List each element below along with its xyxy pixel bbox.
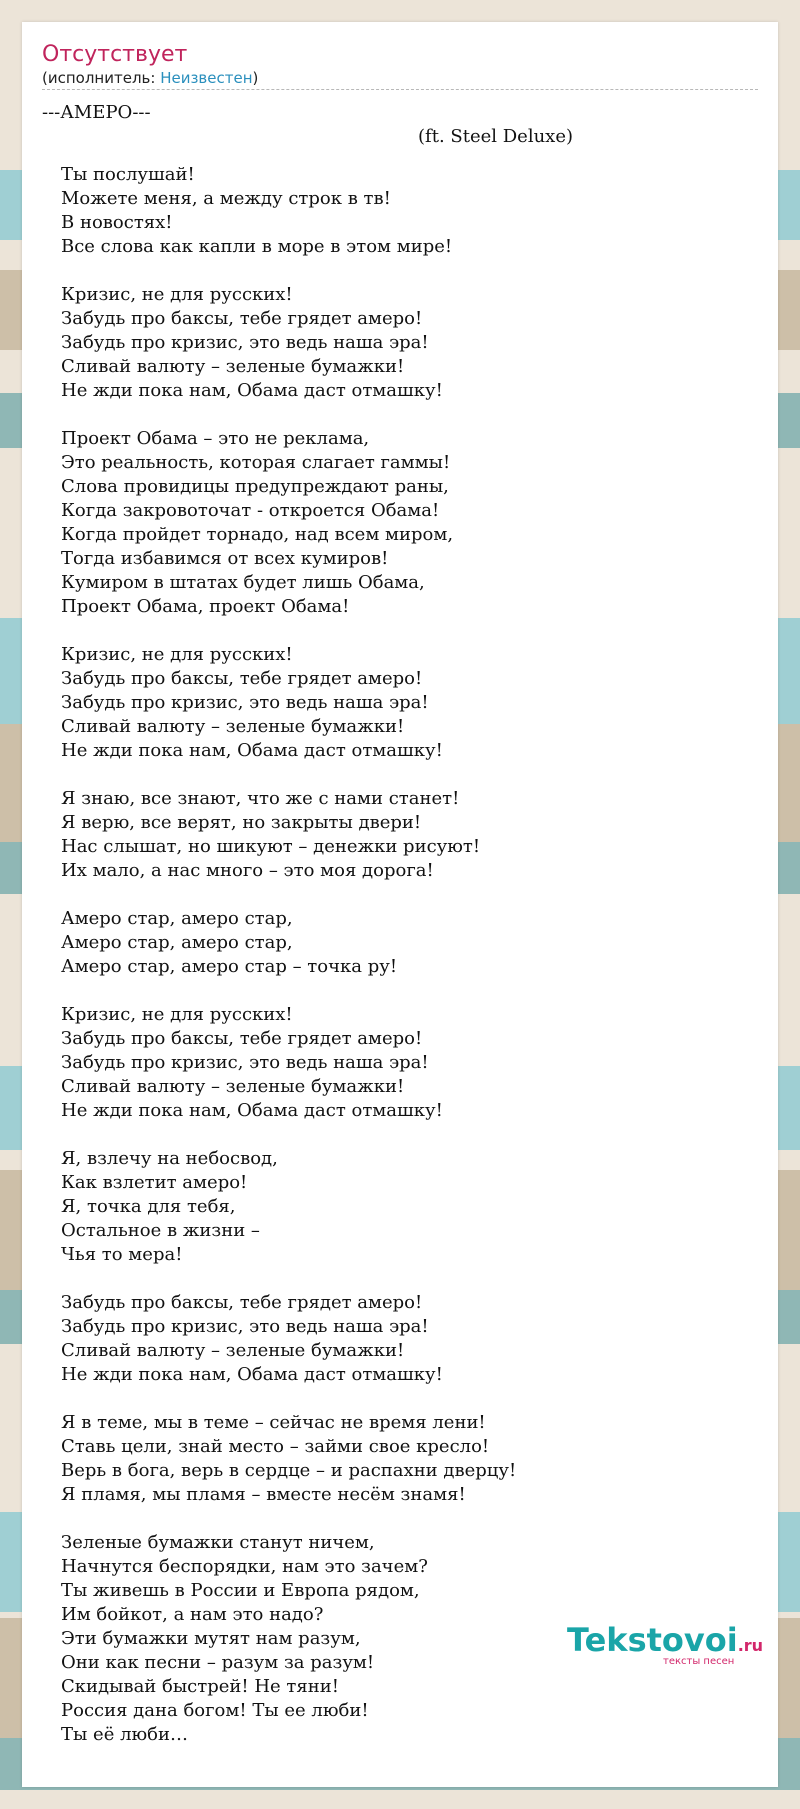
- lyrics-line: Кумиром в штатах будет лишь Обама,: [61, 572, 425, 593]
- lyrics-line: Они как песни – разум за разум!: [61, 1652, 375, 1673]
- lyrics-line: Не жди пока нам, Обама даст отмашку!: [61, 380, 443, 401]
- lyrics-line: Чья то мера!: [61, 1244, 183, 1265]
- lyrics-stanza: [61, 1411, 758, 1507]
- lyrics-line: Проект Обама, проект Обама!: [61, 596, 350, 617]
- lyrics-line: Забудь про баксы, тебе грядет амеро!: [61, 1292, 423, 1313]
- lyrics-line: Россия дана богом! Ты ее люби!: [61, 1700, 369, 1721]
- lyrics-line: Когда закровоточат - откроется Обама!: [61, 500, 440, 521]
- logo-tagline: тексты песен: [663, 1656, 735, 1667]
- lyrics-line: Сливай валюту – зеленые бумажки!: [61, 1340, 405, 1361]
- lyrics-line: Когда пройдет торнадо, над всем миром,: [61, 524, 454, 545]
- lyrics-stanzas: [42, 163, 758, 1747]
- lyrics-feat-line: (ft. Steel Deluxe): [418, 126, 573, 147]
- lyrics-line: Ты живешь в России и Европа рядом,: [61, 1580, 420, 1601]
- lyrics-line: Амеро стар, амеро стар – точка ру!: [61, 956, 398, 977]
- lyrics-line: Скидывай быстрей! Не тяни!: [61, 1676, 339, 1697]
- lyrics-stanza: [61, 1147, 758, 1267]
- logo-tld: .ru: [737, 1636, 764, 1655]
- lyrics-line: Ты её люби…: [61, 1724, 189, 1745]
- lyrics-line: Сливай валюту – зеленые бумажки!: [61, 356, 405, 377]
- lyrics-line: В новостях!: [61, 212, 173, 233]
- lyrics-line: Я, взлечу на небосвод,: [61, 1148, 278, 1169]
- lyrics-line: Кризис, не для русских!: [61, 644, 293, 665]
- lyrics-line: Их мало, а нас много – это моя дорога!: [61, 860, 434, 881]
- lyrics-line: Амеро стар, амеро стар,: [61, 908, 293, 929]
- lyrics-card: [22, 22, 778, 1787]
- lyrics-line: Я пламя, мы пламя – вместе несём знамя!: [61, 1484, 466, 1505]
- lyrics-header-line: ---АМЕРО---: [42, 102, 151, 123]
- lyrics-line: Проект Обама – это не реклама,: [61, 428, 370, 449]
- song-title: Отсутствует: [42, 42, 188, 67]
- lyrics-line: Сливай валюту – зеленые бумажки!: [61, 1076, 405, 1097]
- lyrics-line: Кризис, не для русских!: [61, 1004, 293, 1025]
- lyrics-line: Забудь про кризис, это ведь наша эра!: [61, 1052, 429, 1073]
- artist-line: [42, 68, 758, 88]
- lyrics-line: Забудь про баксы, тебе грядет амеро!: [61, 308, 423, 329]
- lyrics-line: Остальное в жизни –: [61, 1220, 260, 1241]
- lyrics-line: Все слова как капли в море в этом мире!: [61, 236, 453, 257]
- artist-link[interactable]: Неизвестен: [160, 69, 253, 87]
- lyrics-stanza: [61, 1291, 758, 1387]
- logo-main-text: Tekstovoi: [567, 1621, 738, 1659]
- lyrics-line: Им бойкот, а нам это надо?: [61, 1604, 324, 1625]
- header-divider: [42, 89, 758, 90]
- lyrics-line: Эти бумажки мутят нам разум,: [61, 1628, 361, 1649]
- lyrics-line: Не жди пока нам, Обама даст отмашку!: [61, 740, 443, 761]
- song-header: [42, 42, 758, 88]
- lyrics-line: Верь в бога, верь в сердце – и распахни дверцу!: [61, 1460, 517, 1481]
- lyrics-line: Тогда избавимся от всех кумиров!: [61, 548, 389, 569]
- lyrics-line: Сливай валюту – зеленые бумажки!: [61, 716, 405, 737]
- lyrics-line: Как взлетит амеро!: [61, 1172, 248, 1193]
- lyrics-line: Ставь цели, знай место – займи свое кресло!: [61, 1436, 490, 1457]
- lyrics-line: Начнутся беспорядки, нам это зачем?: [61, 1556, 428, 1577]
- lyrics-line: Я, точка для тебя,: [61, 1196, 236, 1217]
- lyrics-line: Зеленые бумажки станут ничем,: [61, 1532, 375, 1553]
- lyrics-line: Забудь про кризис, это ведь наша эра!: [61, 692, 429, 713]
- lyrics-stanza: [61, 787, 758, 883]
- lyrics-stanza: [61, 163, 758, 259]
- lyrics-line: Не жди пока нам, Обама даст отмашку!: [61, 1364, 443, 1385]
- lyrics-line: Я в теме, мы в теме – сейчас не время лени!: [61, 1412, 486, 1433]
- lyrics-stanza: [61, 1003, 758, 1123]
- lyrics-line: Забудь про кризис, это ведь наша эра!: [61, 1316, 429, 1337]
- lyrics-line: Это реальность, которая слагает гаммы!: [61, 452, 451, 473]
- site-logo[interactable]: [567, 1623, 767, 1667]
- lyrics-stanza: [61, 643, 758, 763]
- lyrics-line: Амеро стар, амеро стар,: [61, 932, 293, 953]
- lyrics-line: Не жди пока нам, Обама даст отмашку!: [61, 1100, 443, 1121]
- lyrics-line: Я верю, все верят, но закрыты двери!: [61, 812, 422, 833]
- lyrics-line: Забудь про баксы, тебе грядет амеро!: [61, 1028, 423, 1049]
- lyrics-line: Забудь про баксы, тебе грядет амеро!: [61, 668, 423, 689]
- lyrics-stanza: [61, 427, 758, 619]
- lyrics-stanza: [61, 907, 758, 979]
- lyrics-text: [42, 101, 758, 1771]
- lyrics-line: Кризис, не для русских!: [61, 284, 293, 305]
- lyrics-stanza: [61, 283, 758, 403]
- lyrics-line: Забудь про кризис, это ведь наша эра!: [61, 332, 429, 353]
- lyrics-line: Я знаю, все знают, что же с нами станет!: [61, 788, 460, 809]
- lyrics-line: Можете меня, а между строк в тв!: [61, 188, 391, 209]
- lyrics-line: Нас слышат, но шикуют – денежки рисуют!: [61, 836, 481, 857]
- lyrics-line: Слова провидицы предупреждают раны,: [61, 476, 449, 497]
- lyrics-line: Ты послушай!: [61, 164, 195, 185]
- artist-suffix: ): [252, 69, 259, 87]
- artist-prefix: (исполнитель:: [42, 69, 161, 87]
